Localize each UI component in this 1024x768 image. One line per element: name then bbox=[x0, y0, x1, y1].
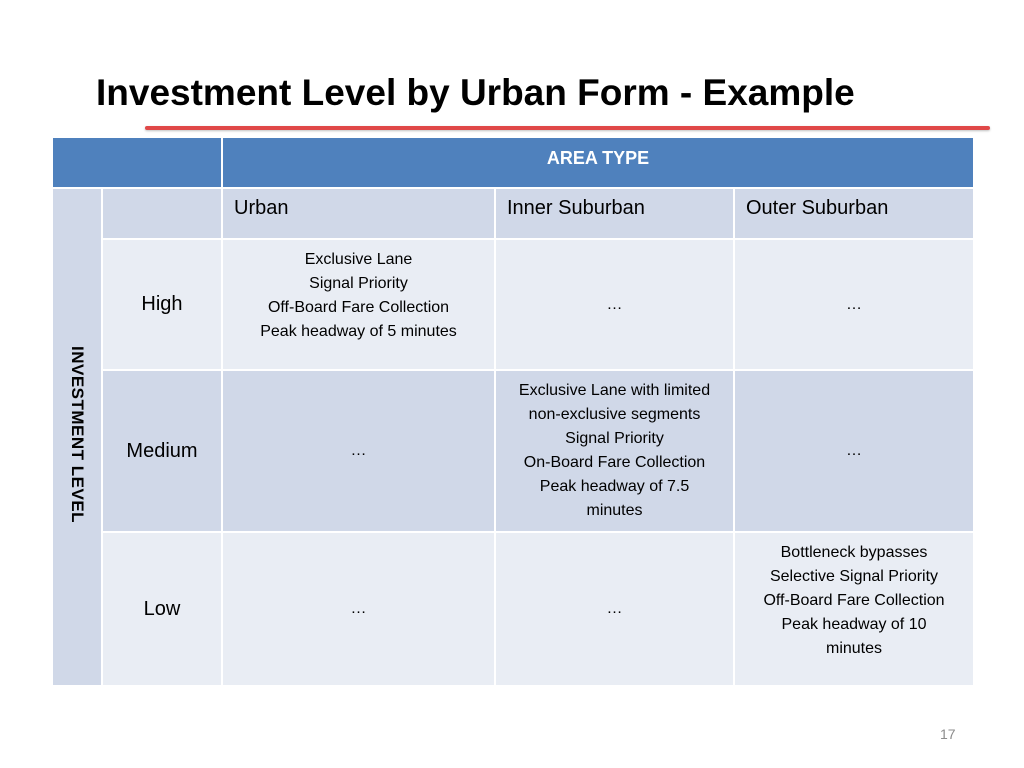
title-underline bbox=[145, 126, 990, 130]
table-row-high bbox=[52, 239, 974, 370]
cell-low-inner-suburban: … bbox=[495, 532, 734, 686]
row-header-medium: Medium bbox=[102, 370, 222, 532]
investment-table bbox=[51, 136, 975, 687]
table-header-row bbox=[52, 137, 974, 188]
column-header-row bbox=[52, 188, 974, 239]
cell-low-outer-suburban: Bottleneck bypasses Selective Signal Priority Off-Board Fare Collection Peak headway of 10 minutes bbox=[734, 532, 974, 686]
header-blank-cell bbox=[52, 137, 222, 188]
page-number: 17 bbox=[940, 726, 956, 742]
table-row-medium bbox=[52, 370, 974, 532]
cell-high-inner-suburban: … bbox=[495, 239, 734, 370]
column-header-urban: Urban bbox=[222, 188, 495, 239]
cell-low-urban: … bbox=[222, 532, 495, 686]
row-header-low: Low bbox=[102, 532, 222, 686]
table-row-low bbox=[52, 532, 974, 686]
row-header-high: High bbox=[102, 239, 222, 370]
slide-title: Investment Level by Urban Form - Example bbox=[96, 72, 855, 113]
investment-level-axis bbox=[52, 188, 102, 686]
corner-blank-cell bbox=[102, 188, 222, 239]
cell-medium-outer-suburban: … bbox=[734, 370, 974, 532]
area-type-header: AREA TYPE bbox=[222, 137, 974, 188]
investment-level-label: INVESTMENT LEVEL bbox=[68, 345, 87, 524]
cell-high-urban: Exclusive Lane Signal Priority Off-Board Fare Collection Peak headway of 5 minutes bbox=[222, 239, 495, 370]
cell-medium-urban: … bbox=[222, 370, 495, 532]
column-header-outer-suburban: Outer Suburban bbox=[734, 188, 974, 239]
cell-high-outer-suburban: … bbox=[734, 239, 974, 370]
cell-medium-inner-suburban: Exclusive Lane with limited non-exclusive segments Signal Priority On-Board Fare Collection Peak headway of 7.5 minutes bbox=[495, 370, 734, 532]
column-header-inner-suburban: Inner Suburban bbox=[495, 188, 734, 239]
